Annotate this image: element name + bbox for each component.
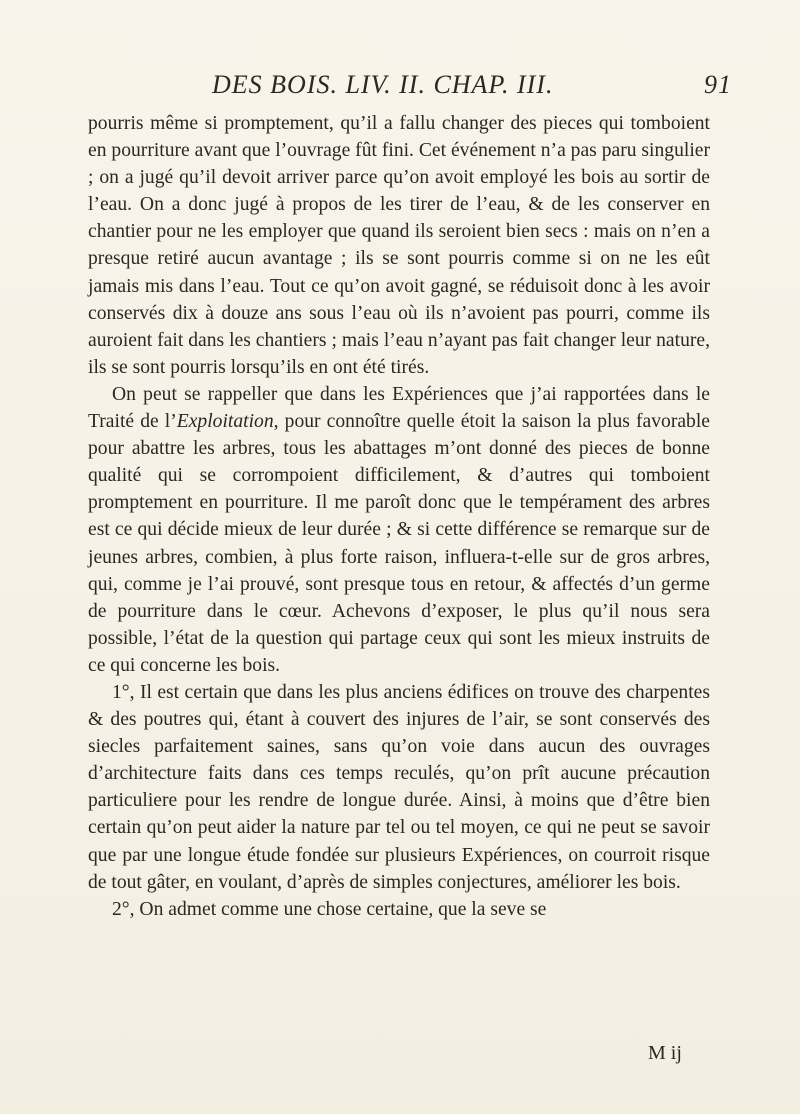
running-header	[212, 70, 732, 104]
paragraph-2-text-before: On peut se rappeller que dans les Expériences que j’ai rapportées dans le Traité de l’	[88, 383, 710, 433]
running-title: DES BOIS. LIV. II. CHAP. III.	[212, 70, 554, 99]
printer-signature-mark: M ij	[648, 1042, 682, 1064]
paragraph-3: 1°, Il est certain que dans les plus anciens édifices on trouve des charpentes & des poutres qui, étant à couvert des injures de l’air, se sont conservés des siecles parfaitement saines, sans qu’on voie dans aucun des ouvrages d’architecture faits dans ces temps reculés, qu’on prît aucune précaution particuliere pour les rendre de longue durée. Ainsi, à moins que d’être bien certain qu’on peut aider la nature par tel ou tel moyen, ce qui ne peut se savoir que par une longue étude fondée sur plusieurs Expériences, on courroit risque de tout gâter, en voulant, d’après de simples conjectures, améliorer les bois.	[88, 681, 710, 893]
paragraph-4: 2°, On admet comme une chose certaine, que la seve se	[112, 898, 547, 920]
paragraph-2-italic-title: Exploitation	[176, 411, 274, 433]
page-number: 91	[704, 70, 732, 99]
paragraph-2-text-after: , pour connoître quelle étoit la saison la plus favorable pour abattre les arbres, tous les abattages m’ont donné des pieces de bonne qualité qui se corrompoient difficilement, & d’autres qui tomboient promptement en pourriture. Il me paroît donc que le tempérament des arbres est ce qui décide mieux de leur durée ; & si cette différence se remarque sur de jeunes arbres, combien, à plus forte raison, influera-t-elle sur de gros arbres, qui, comme je l’ai prouvé, sont presque tous en retour, & affectés d’un germe de pourriture dans le cœur. Achevons d’exposer, le plus qu’il nous sera possible, l’état de la question qui partage ceux qui sont les mieux instruits de ce qui concerne les bois.	[88, 411, 710, 676]
paragraph-1: pourris même si promptement, qu’il a fallu changer des pieces qui tomboient en pourriture avant que l’ouvrage fût fini. Cet événement n’a pas paru singulier ; on a jugé qu’il devoit arriver parce qu’on avoit employé les bois au sortir de l’eau. On a donc jugé à propos de les tirer de l’eau, & de les conserver en chantier pour ne les employer que quand ils seroient bien secs : mais on n’en a presque retiré aucun avantage ; ils se sont pourris comme si on ne les eût jamais mis dans l’eau. Tout ce qu’on avoit gagné, se réduisoit donc à les avoir conservés dix à douze ans sous l’eau où ils n’avoient pas pourri, comme ils auroient fait dans les chantiers ; mais l’eau n’ayant pas fait changer leur nature, ils se sont pourris lorsqu’ils en ont été tirés.	[88, 113, 710, 378]
body-text	[88, 110, 710, 923]
paragraph-2	[88, 381, 710, 679]
